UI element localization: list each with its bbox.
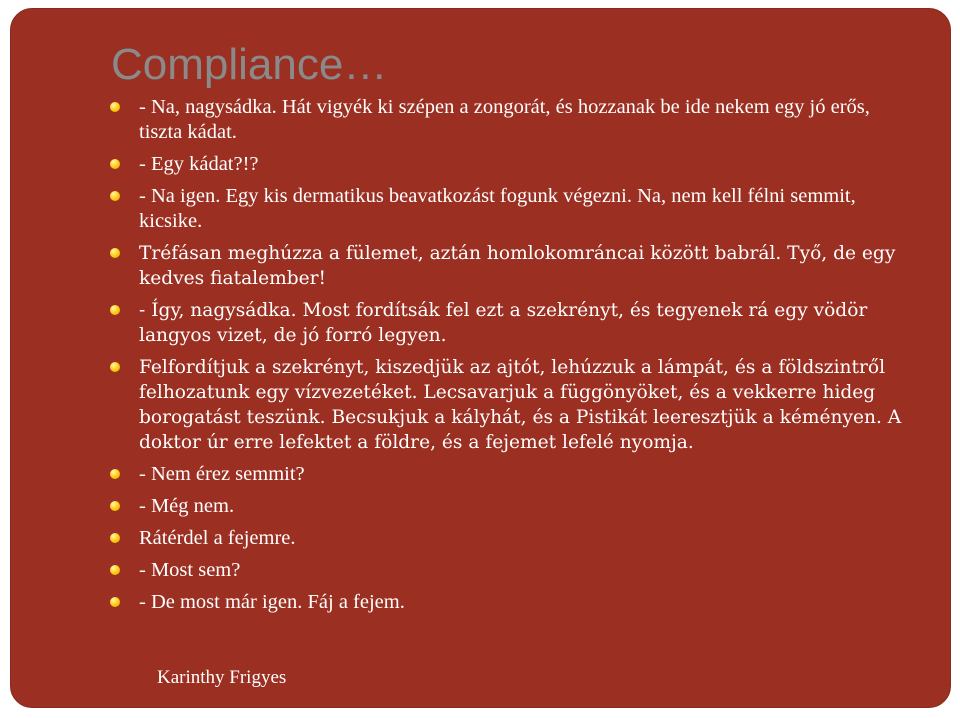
bullet-dot-icon [110,191,120,201]
bullet-text: - Na, nagysádka. Hát vigyék ki szépen a zongorát, és hozzanak be ide nekem egy jó erős, tiszta kádat. [139,96,870,143]
bullet-item [107,590,907,615]
slide-title: Compliance… [111,40,388,89]
bullet-text: - Még nem. [139,495,235,517]
bullet-item [107,355,907,455]
bullet-item [107,152,907,177]
bullet-dot-icon [110,362,120,372]
bullet-dot-icon [110,305,120,315]
bullet-dot-icon [110,597,120,607]
bullet-item [107,526,907,551]
bullet-text: - De most már igen. Fáj a fejem. [139,591,405,613]
bullet-text: Rátérdel a fejemre. [139,527,296,549]
bullet-text: - Így, nagysádka. Most fordítsák fel ezt a szekrényt, és tegyenek rá egy vödör langyos vizet, de jó forró legyen. [139,300,868,346]
bullet-dot-icon [110,248,120,258]
bullet-item [107,241,907,291]
bullet-text: Felfordítjuk a szekrényt, kiszedjük az ajtót, lehúzzuk a lámpát, és a földszintről felhozatunk egy vízvezetéket. Lecsavarjuk a függönyöket, és a vekkerre hideg borogatást teszünk. Becsukjuk a kályhát, és a Pistikát leeresztjük a kéményen. A doktor úr erre lefektet a földre, és a fejemet lefelé nyomja. [139,357,902,453]
bullet-list [107,95,907,622]
slide [10,8,951,708]
bullet-dot-icon [110,533,120,543]
bullet-dot-icon [110,469,120,479]
bullet-text: Tréfásan meghúzza a fülemet, aztán homlokomráncai között babrál. Tyő, de egy kedves fiatalember! [139,243,896,289]
bullet-text: - Nem érez semmit? [139,463,305,485]
bullet-item [107,558,907,583]
bullet-text: - Na igen. Egy kis dermatikus beavatkozást fogunk végezni. Na, nem kell félni semmit, kicsike. [139,185,856,232]
bullet-item [107,462,907,487]
bullet-item [107,494,907,519]
bullet-dot-icon [110,565,120,575]
bullet-item [107,298,907,348]
bullet-text: - Most sem? [139,559,241,581]
bullet-item [107,95,907,145]
bullet-dot-icon [110,501,120,511]
bullet-dot-icon [110,159,120,169]
attribution: Karinthy Frigyes [157,667,287,688]
bullet-dot-icon [110,102,120,112]
bullet-item [107,184,907,234]
bullet-text: - Egy kádat?!? [139,153,259,175]
